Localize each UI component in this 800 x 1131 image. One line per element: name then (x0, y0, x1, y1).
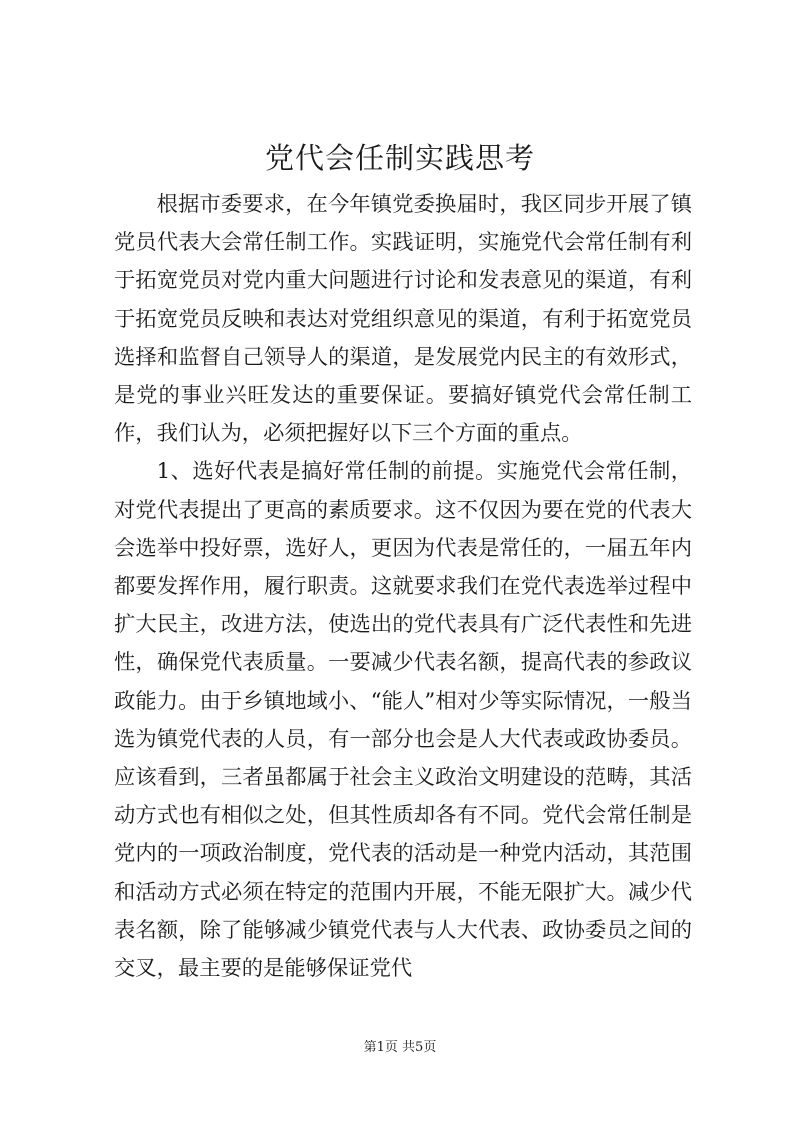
document-body (114, 186, 692, 988)
document-title: 党代会任制实践思考 (264, 141, 535, 175)
paragraph: 1、选好代表是搞好常任制的前提。实施党代会常任制，对党代表提出了更高的素质要求。这不仅因为要在党的代表大会选举中投好票，选好人，更因为代表是常任的，一届五年内都要发挥作用，履行职责。这就要求我们在党代表选举过程中扩大民主，改进方法，使选出的党代表具有广泛代表性和先进性，确保党代表质量。一要减少代表名额，提高代表的参政议政能力。由于乡镇地域小、“能人”相对少等实际情况，一般当选为镇党代表的人员，有一部分也会是人大代表或政协委员。应该看到，三者虽都属于社会主义政治文明建设的范畴，其活动方式也有相似之处，但其性质却各有不同。党代会常任制是党内的一项政治制度，党代表的活动是一种党内活动，其范围和活动方式必须在特定的范围内开展，不能无限扩大。减少代表名额，除了能够减少镇党代表与人大代表、政协委员之间的交叉，最主要的是能够保证党代 (114, 459, 692, 982)
page-number-footer: 第1页 共5页 (363, 1040, 437, 1055)
paragraph: 根据市委要求，在今年镇党委换届时，我区同步开展了镇党员代表大会常任制工作。实践证明，实施党代会常任制有利于拓宽党员对党内重大问题进行讨论和发表意见的渠道，有利于拓宽党员反映和表达对党组织意见的渠道，有利于拓宽党员选择和监督自己领导人的渠道，是发展党内民主的有效形式，是党的事业兴旺发达的重要保证。要搞好镇党代会常任制工作，我们认为，必须把握好以下三个方面的重点。 (114, 192, 692, 447)
